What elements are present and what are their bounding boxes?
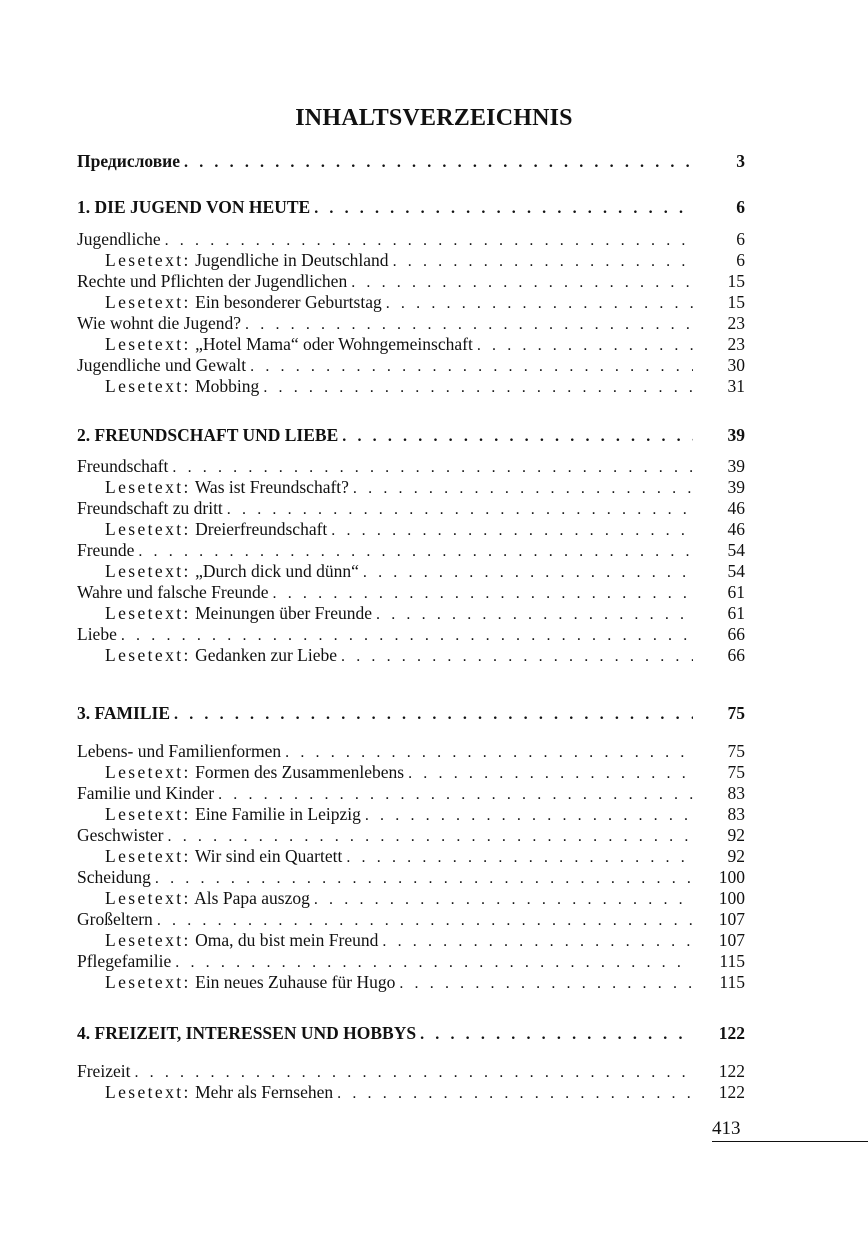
page-number: 413 — [712, 1118, 741, 1139]
toc-entry-title: Oma, du bist mein Freund — [195, 930, 379, 950]
toc-entry — [77, 1022, 745, 1044]
toc-entry — [77, 560, 745, 582]
dot-leader — [314, 198, 693, 220]
toc-entry — [77, 929, 745, 951]
toc-entry-title: Meinungen über Freunde — [195, 603, 373, 623]
lesetext-prefix: Lesetext: — [105, 888, 191, 908]
toc-entry-title: Mobbing — [195, 376, 260, 396]
toc-entry — [77, 333, 745, 355]
toc-entry-page: 107 — [718, 909, 745, 929]
toc-entry-title: Mehr als Fernsehen — [195, 1082, 334, 1102]
dot-leader — [184, 152, 693, 174]
toc-entry-page: 100 — [718, 888, 745, 908]
lesetext-prefix: Lesetext: — [105, 804, 191, 824]
toc-entry-label — [77, 375, 259, 397]
toc-entry-page: 54 — [727, 561, 745, 581]
toc-entry-title: Familie und Kinder — [77, 783, 215, 803]
toc-entry-page: 61 — [727, 582, 745, 602]
toc-entry-page: 66 — [727, 624, 745, 644]
lesetext-prefix: Lesetext: — [105, 1082, 191, 1102]
toc-entry — [77, 291, 745, 313]
toc-entry-page: 39 — [727, 456, 745, 476]
lesetext-prefix: Lesetext: — [105, 334, 191, 354]
toc-entry-title: Gedanken zur Liebe — [195, 645, 337, 665]
toc-entry-title: Scheidung — [77, 867, 151, 887]
lesetext-prefix: Lesetext: — [105, 477, 191, 497]
toc-entry-label — [77, 887, 310, 909]
toc-entry-label — [77, 824, 164, 846]
lesetext-prefix: Lesetext: — [105, 250, 191, 270]
toc-entry — [77, 950, 745, 972]
lesetext-prefix: Lesetext: — [105, 519, 191, 539]
toc-entry — [77, 249, 745, 271]
toc-entry-page: 46 — [727, 519, 745, 539]
lesetext-prefix: Lesetext: — [105, 762, 191, 782]
toc-entry-label — [77, 424, 338, 446]
toc-entry — [77, 581, 745, 603]
toc-entry-title: Ein neues Zuhause für Hugo — [195, 972, 396, 992]
toc-entry — [77, 623, 745, 645]
toc-entry — [77, 644, 745, 666]
toc-entry-label — [77, 803, 361, 825]
toc-entry-title: Ein besonderer Geburtstag — [195, 292, 382, 312]
toc-entry-page: 15 — [727, 271, 745, 291]
toc-entry-page: 30 — [727, 355, 745, 375]
toc-entry — [77, 740, 745, 762]
toc-entry-page: 15 — [727, 292, 745, 312]
toc-entry-page: 66 — [727, 645, 745, 665]
toc-entry-page: 31 — [727, 376, 745, 396]
toc-entry — [77, 476, 745, 498]
toc-entry-page: 46 — [727, 498, 745, 518]
toc-entry-label — [77, 196, 310, 218]
toc-entry-label — [77, 1060, 130, 1082]
toc-entry-page: 75 — [727, 762, 745, 782]
toc-entry-page: 92 — [727, 825, 745, 845]
toc-entry-title: Предисловие — [77, 151, 181, 171]
toc-entry-label — [77, 971, 395, 993]
toc-entry — [77, 518, 745, 540]
toc-entry-title: Freundschaft zu dritt — [77, 498, 223, 518]
toc-entry-label — [77, 1022, 416, 1044]
toc-entry-title: 3. FAMILIE — [77, 703, 171, 723]
lesetext-prefix: Lesetext: — [105, 645, 191, 665]
toc-entry-title: „Hotel Mama“ oder Wohngemeinschaft — [195, 334, 473, 354]
toc-entry-label — [77, 908, 153, 930]
toc-entry — [77, 908, 745, 930]
toc-entry-page: 122 — [718, 1061, 745, 1081]
toc-entry — [77, 150, 745, 172]
toc-entry — [77, 761, 745, 783]
toc-entry-title: Freunde — [77, 540, 135, 560]
toc-entry — [77, 702, 745, 724]
toc-entry-title: Was ist Freundschaft? — [194, 477, 349, 497]
toc-entry — [77, 971, 745, 993]
toc-entry-label — [77, 950, 171, 972]
toc-entry-page: 83 — [727, 804, 745, 824]
toc-entry-label — [77, 623, 117, 645]
toc-entry-title: Dreierfreundschaft — [195, 519, 328, 539]
toc-entry-page: 75 — [727, 703, 745, 723]
toc-entry-title: Freundschaft — [77, 456, 169, 476]
toc-entry-title: Wahre und falsche Freunde — [77, 582, 269, 602]
toc-entry — [77, 424, 745, 446]
toc-entry-page: 122 — [718, 1082, 745, 1102]
toc-entry-title: Lebens- und Familienformen — [77, 741, 282, 761]
toc-entry-title: Jugendliche in Deutschland — [195, 250, 389, 270]
toc-entry — [77, 782, 745, 804]
lesetext-prefix: Lesetext: — [105, 930, 191, 950]
toc-entry-label — [77, 560, 359, 582]
toc-entry-label — [77, 228, 161, 250]
dot-leader — [420, 1024, 693, 1046]
dot-leader — [399, 973, 693, 995]
toc-entry-page: 6 — [736, 197, 745, 217]
toc-entry-label — [77, 539, 134, 561]
toc-entry-title: „Durch dick und dünn“ — [195, 561, 359, 581]
toc-entry-label — [77, 602, 372, 624]
lesetext-prefix: Lesetext: — [105, 603, 191, 623]
toc-entry-label — [77, 581, 269, 603]
toc-entry-title: Als Papa auszog — [194, 888, 310, 908]
lesetext-prefix: Lesetext: — [105, 376, 191, 396]
toc-entry-label — [77, 782, 214, 804]
toc-entry-label — [77, 644, 337, 666]
toc-entry — [77, 845, 745, 867]
toc-entry — [77, 196, 745, 218]
toc-entry-page: 23 — [727, 313, 745, 333]
toc-entry-title: Liebe — [77, 624, 117, 644]
toc-entry-page: 115 — [719, 972, 745, 992]
toc-entry-page: 39 — [727, 477, 745, 497]
toc-entry — [77, 228, 745, 250]
toc-entry — [77, 803, 745, 825]
toc-entry-label — [77, 333, 473, 355]
toc-entry — [77, 312, 745, 334]
toc-entry-label — [77, 866, 151, 888]
dot-leader — [337, 1083, 693, 1105]
toc-entry-title: Jugendliche und Gewalt — [77, 355, 247, 375]
dot-leader — [341, 646, 693, 668]
toc-entry — [77, 354, 745, 376]
toc-entry-title: Geschwister — [77, 825, 164, 845]
toc-entry — [77, 270, 745, 292]
toc-entry — [77, 866, 745, 888]
toc-entry-title: Rechte und Pflichten der Jugendlichen — [77, 271, 348, 291]
toc-entry-title: 1. DIE JUGEND VON HEUTE — [77, 197, 311, 217]
toc-entry — [77, 887, 745, 909]
toc-entry-label — [77, 291, 382, 313]
page-number-rule — [712, 1141, 868, 1142]
toc-entry-label — [77, 929, 378, 951]
toc-entry-page: 92 — [727, 846, 745, 866]
page-title: INHALTSVERZEICHNIS — [295, 105, 573, 131]
toc-entry — [77, 602, 745, 624]
toc-entry-label — [77, 312, 241, 334]
toc-entry-page: 100 — [718, 867, 745, 887]
toc-entry-title: Großeltern — [77, 909, 153, 929]
toc-entry-title: Eine Familie in Leipzig — [195, 804, 361, 824]
toc-entry-label — [77, 249, 389, 271]
toc-entry-title: 4. FREIZEIT, INTERESSEN UND HOBBYS — [77, 1023, 417, 1043]
lesetext-prefix: Lesetext: — [105, 292, 191, 312]
toc-entry-page: 3 — [736, 151, 745, 171]
dot-leader — [263, 377, 693, 399]
lesetext-prefix: Lesetext: — [105, 846, 191, 866]
toc-entry-label — [77, 1081, 333, 1103]
toc-entry-page: 54 — [727, 540, 745, 560]
dot-leader — [174, 704, 693, 726]
toc-entry-title: 2. FREUNDSCHAFT UND LIEBE — [77, 425, 339, 445]
toc-entry — [77, 539, 745, 561]
lesetext-prefix: Lesetext: — [105, 561, 191, 581]
toc-entry-label — [77, 518, 327, 540]
toc-entry — [77, 1060, 745, 1082]
toc-entry — [77, 1081, 745, 1103]
toc-entry-label — [77, 476, 349, 498]
toc-entry — [77, 375, 745, 397]
toc-entry-title: Wie wohnt die Jugend? — [77, 313, 242, 333]
toc-entry-title: Formen des Zusammenlebens — [195, 762, 405, 782]
toc-entry-label — [77, 354, 246, 376]
toc-entry-page: 122 — [718, 1023, 745, 1043]
toc-entry-label — [77, 702, 170, 724]
toc-entry-title: Freizeit — [77, 1061, 131, 1081]
toc-entry — [77, 455, 745, 477]
toc-entry-page: 107 — [718, 930, 745, 950]
lesetext-prefix: Lesetext: — [105, 972, 191, 992]
toc-entry — [77, 497, 745, 519]
toc-entry-label — [77, 270, 347, 292]
toc-entry-label — [77, 455, 168, 477]
toc-entry-page: 6 — [736, 229, 745, 249]
toc-entry-title: Wir sind ein Quartett — [194, 846, 343, 866]
toc-entry-page: 39 — [727, 425, 745, 445]
toc-entry-label — [77, 845, 342, 867]
toc-entry-title: Jugendliche — [77, 229, 161, 249]
toc-entry-page: 83 — [727, 783, 745, 803]
dot-leader — [342, 426, 693, 448]
toc-entry-label — [77, 150, 180, 172]
toc-entry-label — [77, 740, 281, 762]
toc-entry-label — [77, 761, 404, 783]
toc-entry-page: 75 — [727, 741, 745, 761]
toc-entry — [77, 824, 745, 846]
toc-entry-label — [77, 497, 223, 519]
toc-entry-page: 23 — [727, 334, 745, 354]
toc-entry-page: 61 — [727, 603, 745, 623]
toc-entry-page: 6 — [736, 250, 745, 270]
toc-entry-page: 115 — [719, 951, 745, 971]
toc-entry-title: Pflegefamilie — [77, 951, 172, 971]
